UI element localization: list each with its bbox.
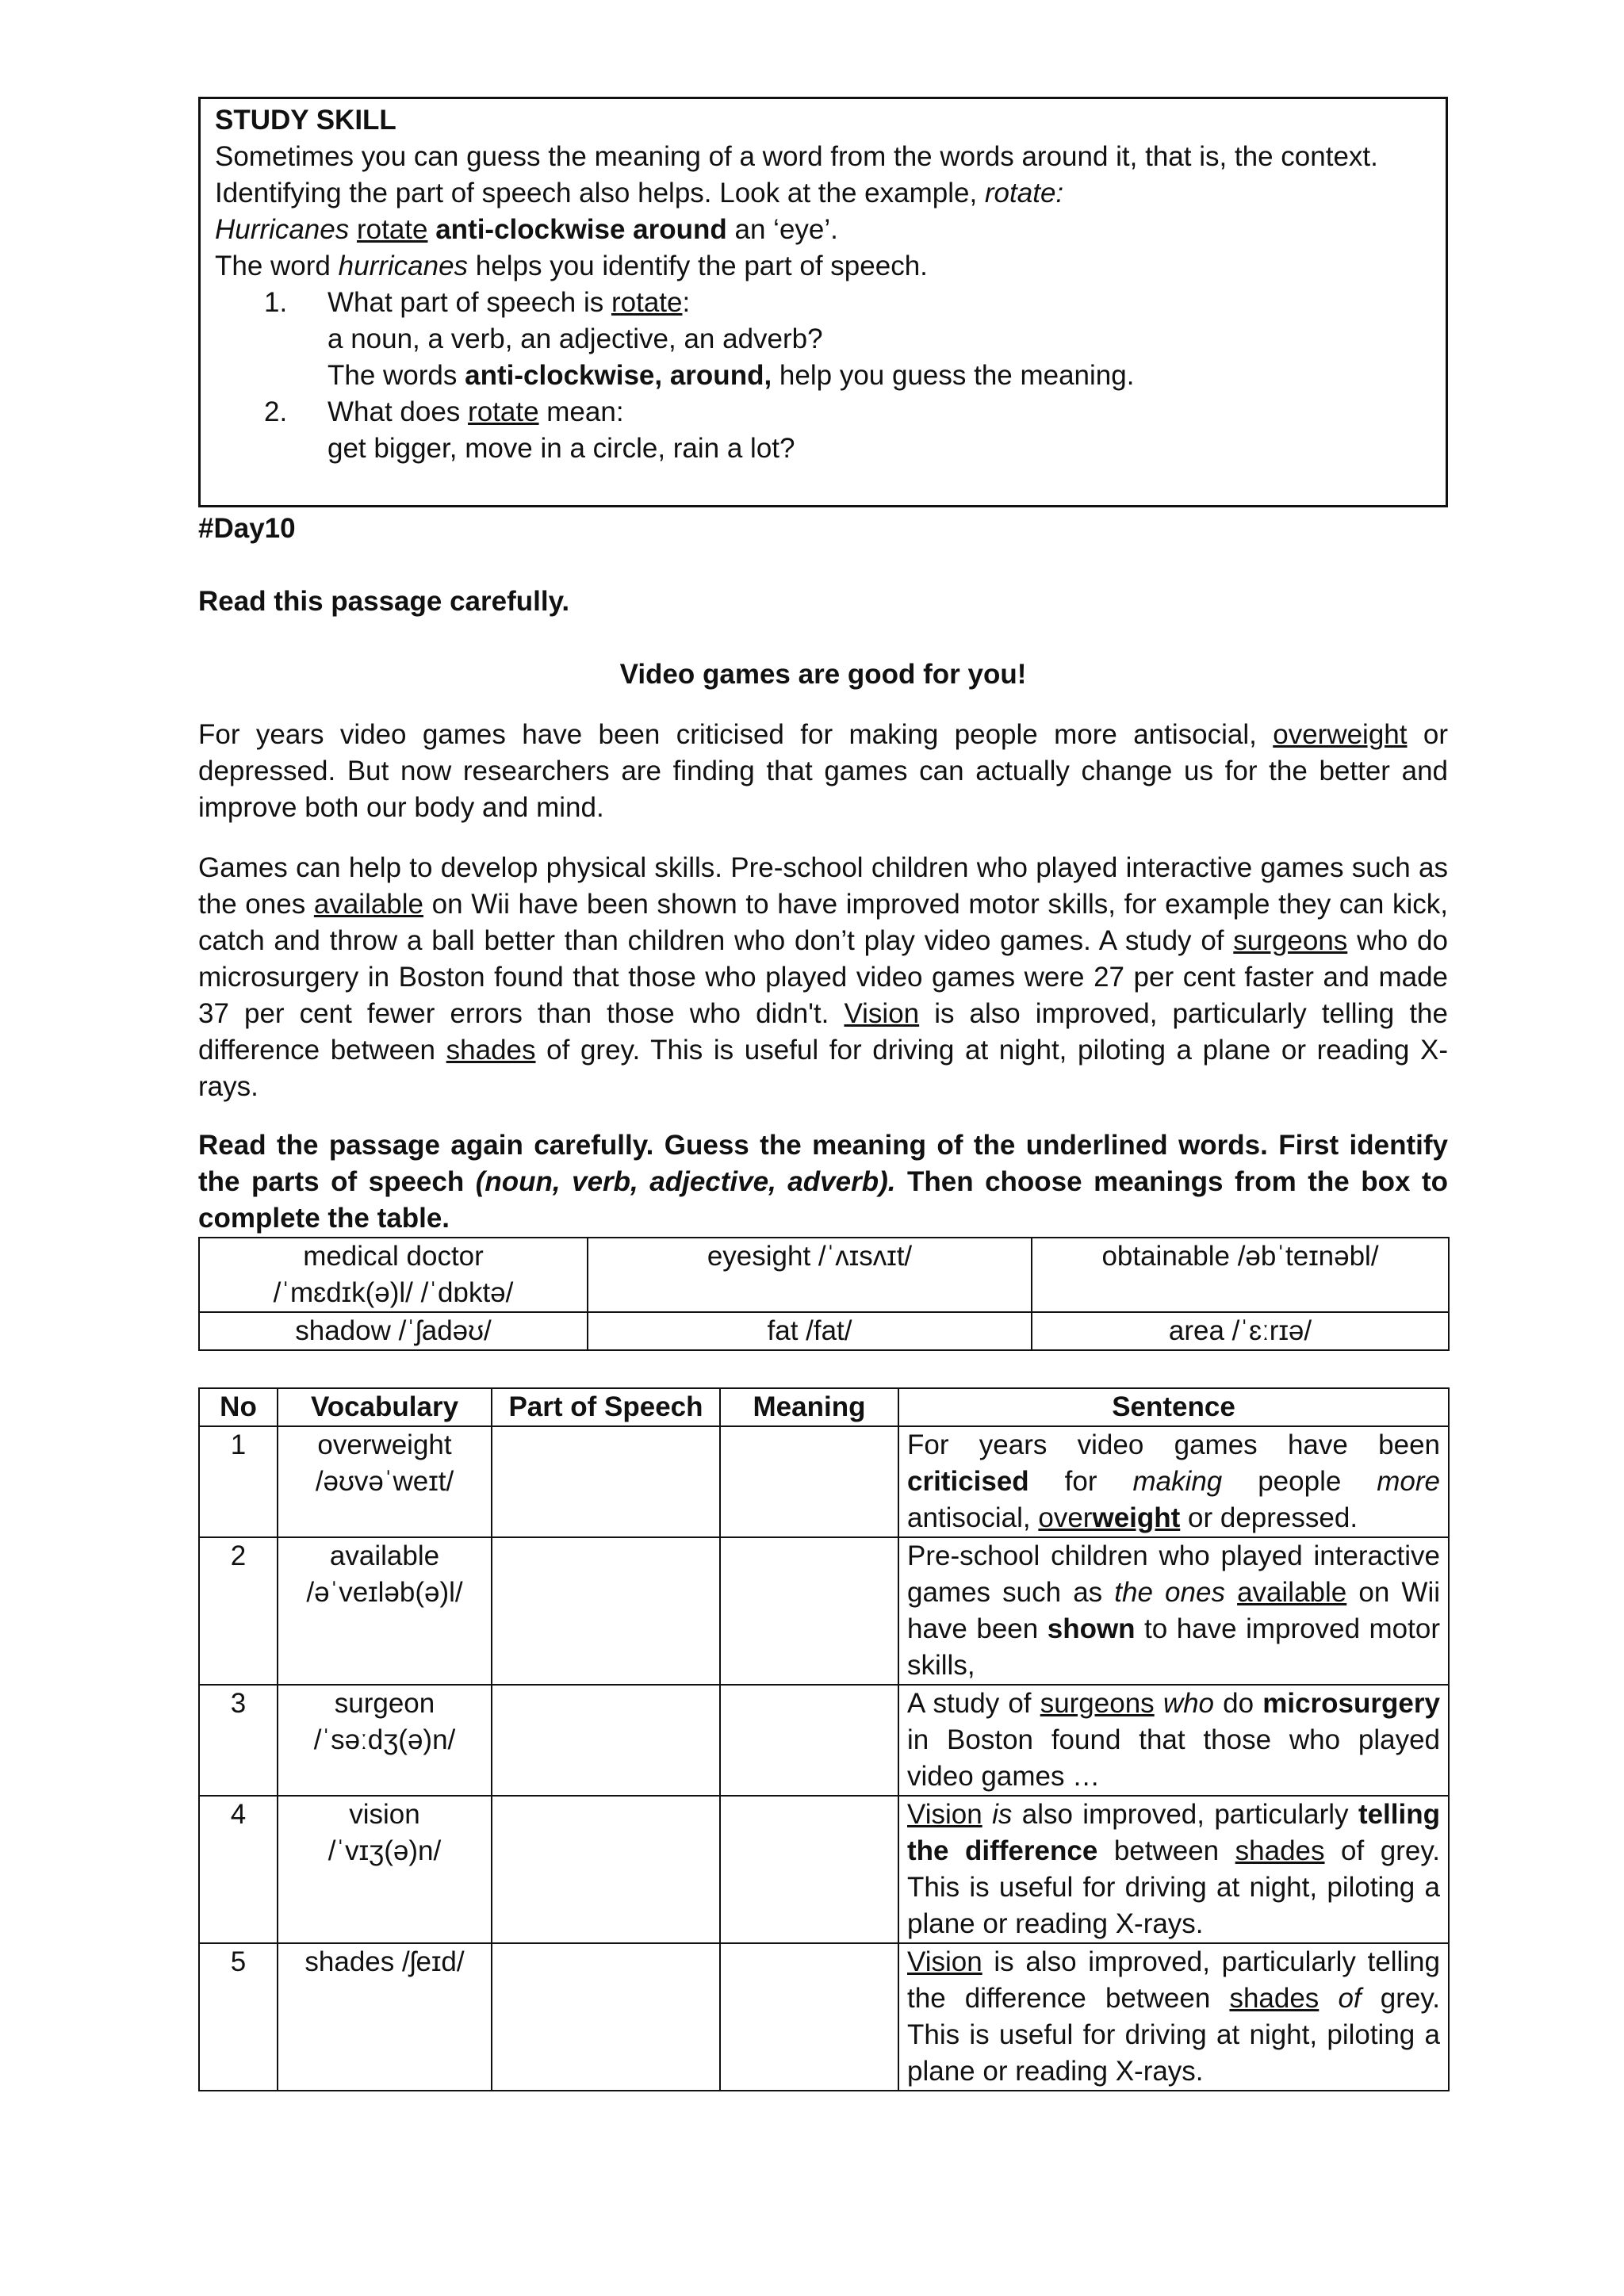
sentence-text: of grey. This is useful for driving at night, piloting a plane or reading X-rays. (907, 1835, 1440, 1939)
paragraph-text: who do microsurgery in Boston found that those who played video games were 27 per cent faster and made 37 per cent fewer errors than those who didn't. (198, 925, 1448, 1029)
question-text: mean: (546, 396, 624, 427)
question-text: : (682, 287, 691, 318)
question-text: What does (327, 396, 461, 427)
row-number: 2 (199, 1537, 278, 1685)
sentence-cell (898, 1426, 1449, 1537)
question-number: 2. (264, 396, 288, 427)
sentence-text: is also improved, particularly telling the difference between (907, 1946, 1440, 2014)
sentence-text: For years video games have been (907, 1429, 1440, 1460)
table-row (199, 1943, 1449, 2091)
meaning-answer-cell[interactable] (720, 1426, 898, 1537)
table-row (199, 1796, 1449, 1943)
underlined-word: shades (446, 1035, 536, 1066)
sentence-target (1038, 1502, 1180, 1533)
meaning-answer-cell[interactable] (720, 1537, 898, 1685)
row-number: 3 (199, 1685, 278, 1796)
vocabulary-ipa: /ˈsəːdʒ(ə)n/ (313, 1724, 456, 1755)
intro-text: Identifying the part of speech also helps. Look at the example, (215, 178, 978, 209)
meaning-answer-cell[interactable] (720, 1943, 898, 2091)
question-text: What part of speech is (327, 287, 604, 318)
meaning-cell: eyesight /ˈʌɪsʌɪt/ (588, 1238, 1032, 1312)
sentence-italic: more (1377, 1466, 1440, 1497)
sentence-cell (898, 1685, 1449, 1796)
sentence-text: to have improved motor skills, (907, 1613, 1440, 1681)
part-of-speech-answer-cell[interactable] (492, 1796, 720, 1943)
sentence-bold: shown (1047, 1613, 1136, 1644)
question-number: 1. (264, 287, 288, 318)
instruction-text: Then choose meanings from the box to complete the table. (198, 1166, 1448, 1234)
sentence-text: also improved, particularly (1021, 1799, 1349, 1830)
underlined-word: overweight (1273, 719, 1408, 750)
passage-paragraph-1 (198, 717, 1448, 826)
meaning-word: medical doctor (303, 1241, 484, 1272)
sentence-cell (898, 1796, 1449, 1943)
header-part-of-speech: Part of Speech (492, 1388, 720, 1426)
instruction-italic: (noun, verb, adjective, adverb). (475, 1166, 896, 1197)
meaning-cell (199, 1238, 588, 1312)
paragraph-text: of grey. This is useful for driving at night, piloting a plane or reading X-rays. (198, 1035, 1449, 1102)
underlined-word: surgeons (1233, 925, 1348, 956)
sentence-target: surgeons (1040, 1688, 1155, 1719)
question-options: a noun, a verb, an adjective, an adverb? (327, 323, 823, 354)
vocabulary-ipa: /əʊvəˈweɪt/ (315, 1466, 454, 1497)
sentence-text: people (1258, 1466, 1342, 1497)
part-of-speech-answer-cell[interactable] (492, 1537, 720, 1685)
underlined-word: available (313, 889, 424, 920)
sentence-italic: is (992, 1799, 1013, 1830)
sentence-text: A study of (907, 1688, 1032, 1719)
hint-bold: anti-clockwise, around, (465, 360, 772, 391)
vocabulary-table (198, 1387, 1450, 2091)
sentence-cell (898, 1943, 1449, 2091)
sentence-target: shades (1235, 1835, 1325, 1866)
hint-text: The words (327, 360, 458, 391)
row-number: 1 (199, 1426, 278, 1537)
table-row (199, 1537, 1449, 1685)
question-options: get bigger, move in a circle, rain a lot? (327, 433, 795, 464)
example-hurricanes: Hurricanes (215, 214, 350, 245)
vocabulary-ipa: /ˈvɪʒ(ə)n/ (327, 1835, 442, 1866)
paragraph-text: on Wii have been shown to have improved motor skills, for example they can kick, catch and throw a ball better than children who don’t play video games. A study of (198, 889, 1448, 956)
example-rotate: rotate (356, 214, 428, 245)
paragraph-text: Games can help to develop physical skills. Pre-school children who played interactive games such as the ones (198, 852, 1448, 920)
vocabulary-header-row (199, 1388, 1449, 1426)
sentence-italic: of (1338, 1983, 1362, 2014)
meaning-cell: area /ˈɛːrɪə/ (1032, 1312, 1449, 1350)
example-word: rotate: (984, 178, 1064, 209)
worksheet-page (198, 97, 1448, 2091)
study-skill-example (215, 212, 1431, 248)
intro-text: Sometimes you can guess the meaning of a word from the words around it, that is, the context. (215, 141, 1378, 172)
meaning-cell: obtainable /əbˈteɪnəbl/ (1032, 1238, 1449, 1312)
sentence-text: do (1223, 1688, 1254, 1719)
sentence-text: between (1113, 1835, 1220, 1866)
vocabulary-word: surgeon (334, 1688, 435, 1719)
study-skill-intro-1 (215, 139, 1431, 175)
meaning-cell: shadow /ˈʃadəʊ/ (199, 1312, 588, 1350)
sentence-target-part: over (1038, 1502, 1093, 1533)
sentence-text: for (1064, 1466, 1097, 1497)
meaning-answer-cell[interactable] (720, 1796, 898, 1943)
sentence-italic: the ones (1114, 1577, 1225, 1608)
vocabulary-word: available (329, 1540, 440, 1571)
vocabulary-cell (278, 1943, 492, 2091)
meaning-box-row (199, 1312, 1449, 1350)
study-skill-questions (215, 285, 1431, 467)
vocabulary-cell (278, 1796, 492, 1943)
vocabulary-cell (278, 1426, 492, 1537)
sentence-italic: who (1162, 1688, 1215, 1719)
sentence-text: Pre-school children who played interactive games such as (907, 1540, 1440, 1608)
header-meaning: Meaning (720, 1388, 898, 1426)
table-row (199, 1685, 1449, 1796)
passage-title: Video games are good for you! (619, 659, 1027, 690)
meaning-box (198, 1237, 1450, 1351)
sentence-text: antisocial, (907, 1502, 1031, 1533)
question-2 (215, 394, 1431, 467)
sentence-bold: criticised (907, 1466, 1029, 1497)
meaning-cell: fat /fat/ (588, 1312, 1032, 1350)
vocabulary-word: vision (349, 1799, 420, 1830)
example-bold: anti-clockwise around (435, 214, 727, 245)
vocabulary-word: shades /ʃeɪd/ (304, 1946, 465, 1977)
meaning-answer-cell[interactable] (720, 1685, 898, 1796)
paragraph-text: is also improved, particularly telling the difference between (198, 998, 1448, 1066)
sentence-bold: microsurgery (1262, 1688, 1440, 1719)
part-of-speech-answer-cell[interactable] (492, 1426, 720, 1537)
sentence-italic: making (1132, 1466, 1223, 1497)
meaning-box-row (199, 1238, 1449, 1312)
line-text: The word (215, 251, 331, 281)
vocabulary-cell (278, 1685, 492, 1796)
header-sentence: Sentence (898, 1388, 1449, 1426)
sentence-cell (898, 1537, 1449, 1685)
part-of-speech-answer-cell[interactable] (492, 1943, 720, 2091)
paragraph-text: or depressed. But now researchers are finding that games can actually change us for the better and improve both our body and mind. (198, 719, 1448, 823)
passage-paragraph-2 (198, 850, 1448, 1105)
sentence-bold: telling the difference (907, 1799, 1440, 1866)
question-1 (215, 285, 1431, 394)
line-text: helps you identify the part of speech. (475, 251, 928, 281)
sentence-text: in Boston found that those who played video games … (907, 1724, 1440, 1792)
sentence-target: Vision (907, 1946, 982, 1977)
vocabulary-cell (278, 1537, 492, 1685)
paragraph-text: For years video games have been criticised for making people more antisocial, (198, 719, 1257, 750)
study-skill-heading: STUDY SKILL (215, 105, 396, 136)
sentence-target: available (1237, 1577, 1347, 1608)
sentence-text: grey. This is useful for driving at night, piloting a plane or reading X-rays. (907, 1983, 1440, 2087)
day-tag: #Day10 (198, 513, 296, 544)
sentence-target: shades (1229, 1983, 1320, 2014)
line-word: hurricanes (338, 251, 469, 281)
study-skill-box (198, 97, 1448, 507)
read-instruction: Read this passage carefully. (198, 586, 570, 617)
vocabulary-ipa: /əˈveɪləb(ə)l/ (306, 1577, 463, 1608)
underlined-word: Vision (844, 998, 920, 1029)
header-no: No (199, 1388, 278, 1426)
task-instruction (198, 1127, 1448, 1237)
instruction-text: Read the passage again carefully. Guess the meaning of the underlined words. First identify the parts of speech (198, 1130, 1448, 1197)
sentence-target-bold: weight (1092, 1502, 1181, 1533)
sentence-text: or depressed. (1188, 1502, 1358, 1533)
study-skill-line-4 (215, 248, 1431, 285)
vocabulary-word: overweight (317, 1429, 452, 1460)
study-skill-intro-2 (215, 175, 1431, 212)
part-of-speech-answer-cell[interactable] (492, 1685, 720, 1796)
meaning-ipa: /ˈmɛdɪk(ə)l/ /ˈdɒktə/ (273, 1277, 514, 1308)
hint-text: help you guess the meaning. (779, 360, 1135, 391)
sentence-target: Vision (907, 1799, 982, 1830)
example-post: an ‘eye’. (734, 214, 838, 245)
row-number: 4 (199, 1796, 278, 1943)
table-row (199, 1426, 1449, 1537)
header-vocabulary: Vocabulary (278, 1388, 492, 1426)
question-word: rotate (468, 396, 539, 427)
question-word: rotate (611, 287, 683, 318)
sentence-text: on Wii have been (907, 1577, 1441, 1644)
row-number: 5 (199, 1943, 278, 2091)
